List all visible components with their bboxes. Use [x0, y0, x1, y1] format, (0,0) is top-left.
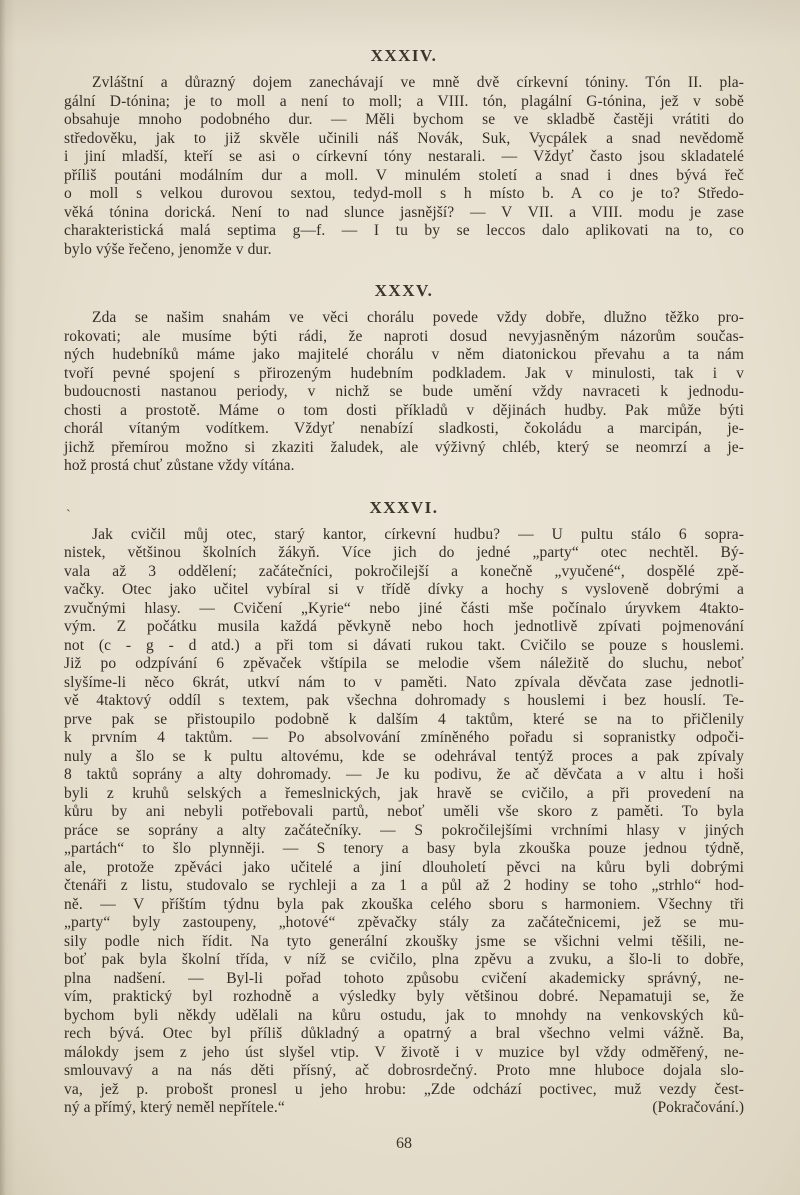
text-line: obsahuje mnoho podobného dur. — Měli bychom se ve skladbě častěji vrátiti do	[64, 111, 744, 128]
text-line: 8 taktů soprány a alty dohromady. — Je ku podivu, že ač děvčata a v altu i hoši	[64, 766, 744, 783]
text-line: va, jež p. probošt pronesl u jeho hrobu: „Zde odchází poctivec, muž vezdy čest-	[64, 1080, 744, 1098]
text-line: „partách“ to šlo plynněji. — S tenory a basy byla zkouška pouze jednou týdně,	[64, 840, 744, 857]
text-line: vě 4taktový oddíl s textem, pak všechna dohromady s houslemi i bez houslí. Te-	[64, 692, 744, 709]
stray-print-mark: `	[66, 508, 71, 523]
text-line: charakteristická malá septima g—f. — I tu by se leccos dalo aplikovati na to, co	[64, 222, 744, 239]
text-line: Jak cvičil můj otec, starý kantor, církevní hudbu? — U pultu stálo 6 sopra-	[92, 525, 744, 543]
text-line: sily podle nich řídit. Na tyto generální zkoušky jsme se všichni velmi těšili, ne-	[64, 932, 744, 950]
text-line: i jiní mladší, kteří se asi o církevní tóny nestarali. — Vždyť často jsou skladatelé	[64, 148, 744, 165]
text-line: byli z kruhů selských a řemeslnických, jak hravě se cvičilo, a při provedení na	[64, 784, 744, 802]
text-line: chosti a prostotě. Máme o tom dosti příkladů v dějinách hudby. Pak může býti	[64, 401, 744, 419]
text-line: tvoří pevné spojení s přirozeným hudebním podkladem. Jak v minulosti, tak i v	[64, 364, 744, 382]
text-line: „party“ byly zastoupeny, „hotové“ zpěvačky stály za začátečnicemi, jež se mu-	[64, 914, 744, 931]
paragraph-xxxiv	[64, 74, 744, 259]
text-line: rech bývá. Otec byl příliš důkladný a opatrný a bral všechno velmi vážně. Ba,	[64, 1025, 744, 1042]
text-line: příliš poutáni modálním dur a moll. V minulém století a snad i dnes bývá řeč	[64, 166, 744, 184]
text-line: věká tónina dorická. Není to nad slunce jasnější? — V VII. a VIII. modu je zase	[64, 203, 744, 221]
continuation-note: (Pokračování.)	[652, 1099, 744, 1116]
text-line: bylo výše řečeno, jenomže v dur.	[64, 240, 272, 258]
text-line: nuly a šlo se k pultu altovému, kde se odehrával tentýž proces a pak zpívaly	[64, 747, 744, 765]
text-line: boť pak byla školní třída, v níž se cvičilo, plna zpěvu a zvuku, a šlo-li to dobře,	[64, 951, 744, 968]
text-line: zvučnými hlasy. — Cvičení „Kyrie“ nebo jiné části mše počínalo úryvkem 4takto-	[64, 599, 744, 617]
text-line: vím, praktický byl rozhodně a výsledky byly většinou dobré. Nepamatuji se, že	[64, 988, 744, 1005]
text-line: smlouvavý a na nás děti přísný, ač dobrosrdečný. Proto mne hluboce dojala slo-	[64, 1062, 744, 1079]
text-line: vým. Z počátku musila každá pěvkyně nebo hoch jednotlivě zpívati pojmenování	[64, 618, 744, 635]
text-line: ně. — V příštím týdnu byla pak zkouška celého sboru s harmoniem. Všechny tři	[64, 895, 744, 913]
text-line: práce se soprány a alty začátečníky. — S pokročilejšími vrchními hlasy v jiných	[64, 821, 744, 839]
paragraph-xxxv	[64, 309, 744, 476]
text-line: Zvláštní a důrazný dojem zanechávají ve mně dvě církevní tóniny. Tón II. pla-	[92, 74, 744, 91]
text-line: bychom byli někdy udělali na kůru ostudu, jak to mnohdy na venkovských ků-	[64, 1006, 744, 1024]
text-line: Již po odzpívání 6 zpěvaček vštípila se melodie všem náležitě do sluchu, neboť	[64, 655, 744, 672]
section-heading-xxxiv: XXXIV.	[370, 46, 438, 65]
text-line: rokovati; ale musíme býti rádi, že naproti dosud nevyjasněným názorům součas-	[64, 327, 744, 345]
text-line: k prvním 4 taktům. — Po absolvování zmíněného pořadu si sopranistky odpoči-	[64, 729, 744, 746]
paragraph-xxxvi	[64, 526, 744, 1118]
text-line: málokdy jsem z jeho úst slyšel vtip. V životě i v muzice byl vždy odměřený, ne-	[64, 1043, 744, 1061]
text-line: chorál vítaným vodítkem. Vždyť nenabízí sladkosti, čokoládu a marcipán, je-	[64, 420, 744, 437]
section-heading-xxxvi: XXXVI.	[369, 497, 439, 517]
text-line: čtenáři z listu, studovalo se rychleji a za 1 a půl až 2 hodiny se toho „strhlo“ hod-	[64, 877, 744, 894]
text-line: kůru by ani nebyli potřebovali partů, neboť uměli vše skoro z paměti. To byla	[64, 803, 744, 820]
text-line: vala až 3 oddělení; začátečníci, pokročilejší a konečně „vyučené“, dospělé zpě-	[64, 562, 744, 580]
section-heading-xxxv: XXXV.	[374, 281, 434, 300]
text-line: jichž přemírou možno si zkaziti žaludek, ale výživný chléb, který se neomrzí a je-	[64, 438, 744, 456]
text-line: hož prostá chuť zůstane vždy vítána.	[64, 457, 295, 474]
page-number: 68	[396, 1134, 412, 1152]
text-line: slyšíme-li něco 6krát, utkví nám to v paměti. Nato zpívala děvčata zase jednotli-	[64, 673, 744, 691]
text-line: o moll s velkou durovou sextou, tedyd-moll s h místo b. A co je to? Středo-	[64, 185, 744, 202]
text-line: gální D-tónina; je to moll a není to moll; a VIII. tón, plagální G-tónina, jež v sobě	[64, 92, 744, 110]
text-line: ale, protože zpěváci jako učitelé a jiní dlouholetí pěvci na kůru byli dobrými	[64, 858, 744, 876]
text-line: budoucnosti nastanou periody, v nichž se bude umění vždy navraceti k jednodu-	[64, 383, 744, 400]
text-line: plna nadšení. — Byl-li pořad tohoto způsobu cvičení akademicky správný, ne-	[64, 969, 744, 987]
text-line: vačky. Otec jako učitel vybíral si v třídě dívky a hochy s vysloveně dobrými a	[64, 581, 744, 598]
text-line: not (c - g - d atd.) a při tom si dávati rukou takt. Cvičilo se pouze s houslemi.	[64, 636, 744, 654]
text-line: ný a přímý, který neměl nepřítele.“	[64, 1099, 285, 1116]
text-line: středověku, jak to již skvěle učinili náš Novák, Suk, Vycpálek a snad nevědomě	[64, 129, 744, 147]
text-line: prve pak se přistoupilo podobně k dalším 4 taktům, které se na to přičlenily	[64, 710, 744, 728]
text-line: ných hudebníků máme jako majitelé chorálu v něm diatonickou převahu a ta nám	[64, 346, 744, 363]
text-line: Zda se našim snahám ve věci chorálu povede vždy dobře, dlužno těžko pro-	[92, 309, 744, 326]
text-line: nistek, většinou školních žákyň. Více jich do jedné „party“ otec nechtěl. Bý-	[64, 544, 744, 561]
